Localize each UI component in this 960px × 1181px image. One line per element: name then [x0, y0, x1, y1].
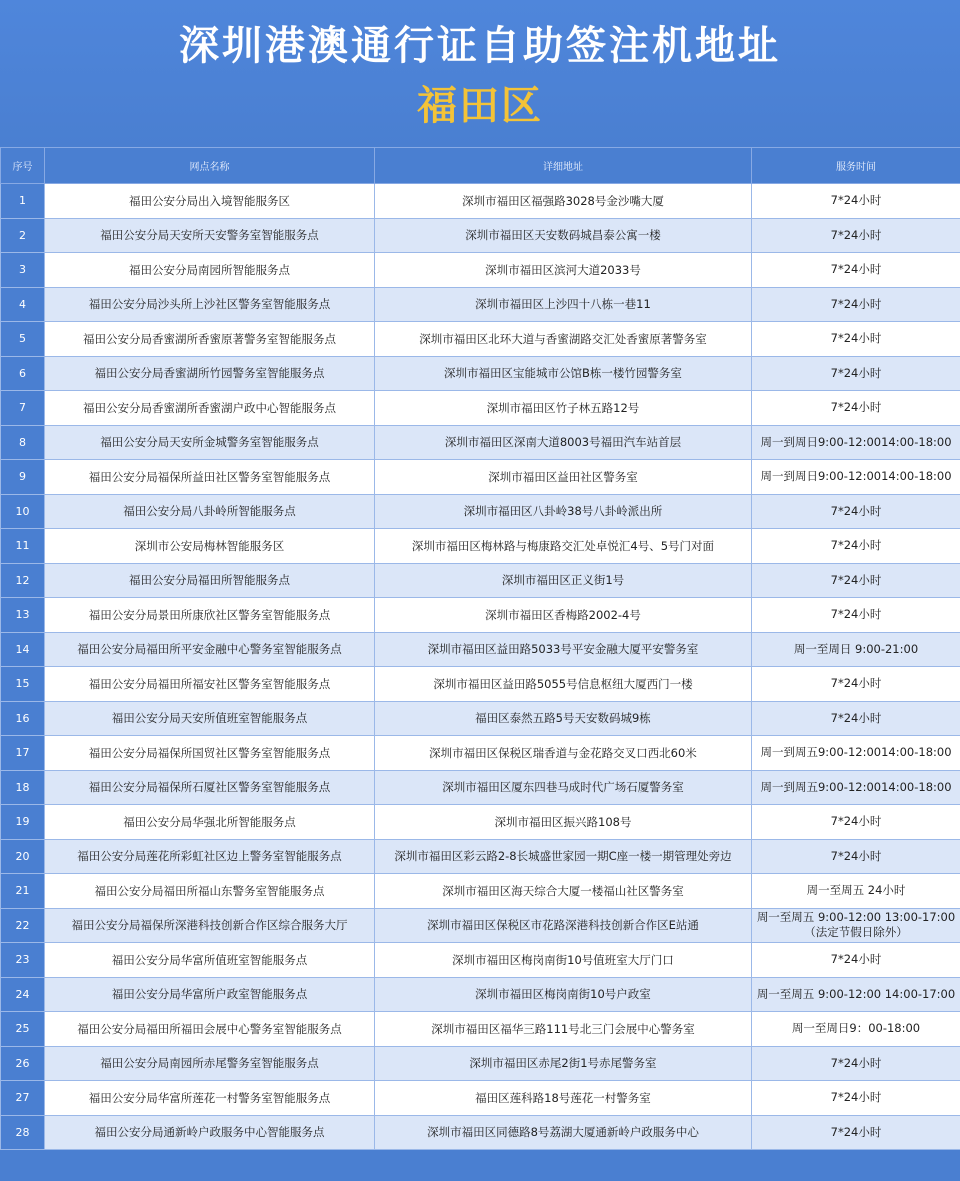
row-hours: 7*24小时 [752, 701, 960, 736]
row-name: 福田公安分局八卦岭所智能服务点 [45, 494, 375, 529]
row-address: 深圳市福田区滨河大道2033号 [375, 253, 752, 288]
row-hours: 周一至周五 9:00-12:00 14:00-17:00 [752, 977, 960, 1012]
row-hours: 周一到周日9:00-12:0014:00-18:00 [752, 460, 960, 495]
row-address: 深圳市福田区八卦岭38号八卦岭派出所 [375, 494, 752, 529]
row-hours: 周一到周五9:00-12:0014:00-18:00 [752, 736, 960, 771]
row-index: 9 [1, 460, 45, 495]
table-row [1, 874, 960, 909]
row-index: 10 [1, 494, 45, 529]
row-hours: 7*24小时 [752, 1046, 960, 1081]
row-address: 深圳市福田区香梅路2002-4号 [375, 598, 752, 633]
row-name: 福田公安分局香蜜湖所香蜜原著警务室智能服务点 [45, 322, 375, 357]
row-name: 福田公安分局天安所值班室智能服务点 [45, 701, 375, 736]
row-index: 7 [1, 391, 45, 426]
table-row [1, 632, 960, 667]
row-hours: 7*24小时 [752, 287, 960, 322]
row-address: 深圳市福田区宝能城市公馆B栋一楼竹园警务室 [375, 356, 752, 391]
row-address: 深圳市福田区彩云路2-8长城盛世家园一期C座一楼一期管理处旁边 [375, 839, 752, 874]
row-index: 19 [1, 805, 45, 840]
column-header-name: 网点名称 [45, 148, 375, 184]
row-index: 1 [1, 184, 45, 219]
row-name: 福田公安分局福田所智能服务点 [45, 563, 375, 598]
row-name: 福田公安分局华强北所智能服务点 [45, 805, 375, 840]
row-address: 深圳市福田区福华三路111号北三门会展中心警务室 [375, 1012, 752, 1047]
row-index: 4 [1, 287, 45, 322]
row-name: 福田公安分局天安所金城警务室智能服务点 [45, 425, 375, 460]
column-header-index: 序号 [1, 148, 45, 184]
table-row [1, 253, 960, 288]
row-name: 福田公安分局出入境智能服务区 [45, 184, 375, 219]
table-row [1, 667, 960, 702]
row-name: 福田公安分局香蜜湖所竹园警务室智能服务点 [45, 356, 375, 391]
row-address: 深圳市福田区深南大道8003号福田汽车站首层 [375, 425, 752, 460]
row-hours: 周一至周日 9:00-21:00 [752, 632, 960, 667]
row-name: 福田公安分局福田所福山东警务室智能服务点 [45, 874, 375, 909]
table-row [1, 977, 960, 1012]
row-name: 福田公安分局通新岭户政服务中心智能服务点 [45, 1115, 375, 1150]
row-index: 18 [1, 770, 45, 805]
row-index: 26 [1, 1046, 45, 1081]
address-table [0, 147, 960, 1150]
table-row [1, 1115, 960, 1150]
row-address: 深圳市福田区振兴路108号 [375, 805, 752, 840]
table-row [1, 287, 960, 322]
row-hours: 7*24小时 [752, 529, 960, 564]
column-header-address: 详细地址 [375, 148, 752, 184]
row-address: 福田区莲科路18号莲花一村警务室 [375, 1081, 752, 1116]
column-header-hours: 服务时间 [752, 148, 960, 184]
row-name: 福田公安分局莲花所彩虹社区边上警务室智能服务点 [45, 839, 375, 874]
row-address: 深圳市福田区正义街1号 [375, 563, 752, 598]
row-index: 6 [1, 356, 45, 391]
row-address: 深圳市福田区益田路5033号平安金融大厦平安警务室 [375, 632, 752, 667]
row-hours: 周一至周日9：00-18:00 [752, 1012, 960, 1047]
table-row [1, 598, 960, 633]
row-index: 12 [1, 563, 45, 598]
row-address: 深圳市福田区北环大道与香蜜湖路交汇处香蜜原著警务室 [375, 322, 752, 357]
row-name: 福田公安分局华富所值班室智能服务点 [45, 943, 375, 978]
table-row [1, 391, 960, 426]
row-hours: 周一至周五 9:00-12:00 13:00-17:00 （法定节假日除外） [752, 908, 960, 943]
row-address: 深圳市福田区保税区市花路深港科技创新合作区E站通 [375, 908, 752, 943]
row-hours: 7*24小时 [752, 184, 960, 219]
row-hours: 7*24小时 [752, 839, 960, 874]
row-name: 福田公安分局福保所国贸社区警务室智能服务点 [45, 736, 375, 771]
table-row [1, 701, 960, 736]
page-title: 深圳港澳通行证自助签注机地址 [179, 23, 781, 69]
row-hours: 7*24小时 [752, 943, 960, 978]
row-address: 深圳市福田区益田路5055号信息枢纽大厦西门一楼 [375, 667, 752, 702]
row-hours: 7*24小时 [752, 805, 960, 840]
row-name: 福田公安分局华富所户政室智能服务点 [45, 977, 375, 1012]
row-address: 深圳市福田区上沙四十八栋一巷11 [375, 287, 752, 322]
row-address: 深圳市福田区赤尾2街1号赤尾警务室 [375, 1046, 752, 1081]
row-index: 24 [1, 977, 45, 1012]
table-row [1, 839, 960, 874]
row-name: 福田公安分局南园所赤尾警务室智能服务点 [45, 1046, 375, 1081]
row-address: 深圳市福田区竹子林五路12号 [375, 391, 752, 426]
row-name: 福田公安分局福田所福田会展中心警务室智能服务点 [45, 1012, 375, 1047]
row-index: 20 [1, 839, 45, 874]
table-row [1, 1012, 960, 1047]
table-row [1, 356, 960, 391]
row-hours: 7*24小时 [752, 494, 960, 529]
table-row [1, 563, 960, 598]
table-body [1, 184, 960, 1150]
row-index: 8 [1, 425, 45, 460]
row-address: 深圳市福田区天安数码城昌泰公寓一楼 [375, 218, 752, 253]
table-row [1, 529, 960, 564]
row-address: 深圳市福田区梅林路与梅康路交汇处卓悦汇4号、5号门对面 [375, 529, 752, 564]
row-hours: 7*24小时 [752, 598, 960, 633]
row-name: 福田公安分局福保所石厦社区警务室智能服务点 [45, 770, 375, 805]
row-index: 5 [1, 322, 45, 357]
row-name: 福田公安分局景田所康欣社区警务室智能服务点 [45, 598, 375, 633]
row-address: 福田区泰然五路5号天安数码城9栋 [375, 701, 752, 736]
table-row [1, 218, 960, 253]
row-name: 福田公安分局福保所深港科技创新合作区综合服务大厅 [45, 908, 375, 943]
district-title: 福田区 [417, 83, 543, 129]
row-hours: 周一至周五 24小时 [752, 874, 960, 909]
table-row [1, 736, 960, 771]
table-row [1, 425, 960, 460]
row-name: 福田公安分局沙头所上沙社区警务室智能服务点 [45, 287, 375, 322]
table-header-row [1, 148, 960, 184]
table-row [1, 1081, 960, 1116]
row-address: 深圳市福田区保税区瑞香道与金花路交叉口西北60米 [375, 736, 752, 771]
row-index: 21 [1, 874, 45, 909]
row-address: 深圳市福田区梅岗南街10号户政室 [375, 977, 752, 1012]
row-name: 福田公安分局福保所益田社区警务室智能服务点 [45, 460, 375, 495]
row-address: 深圳市福田区海天综合大厦一楼福山社区警务室 [375, 874, 752, 909]
row-address: 深圳市福田区梅岗南街10号值班室大厅门口 [375, 943, 752, 978]
table-row [1, 322, 960, 357]
row-index: 15 [1, 667, 45, 702]
table-row [1, 805, 960, 840]
row-address: 深圳市福田区厦东四巷马成时代广场石厦警务室 [375, 770, 752, 805]
row-name: 福田公安分局福田所福安社区警务室智能服务点 [45, 667, 375, 702]
row-hours: 7*24小时 [752, 391, 960, 426]
row-index: 25 [1, 1012, 45, 1047]
row-index: 23 [1, 943, 45, 978]
row-hours: 7*24小时 [752, 322, 960, 357]
row-index: 2 [1, 218, 45, 253]
row-index: 27 [1, 1081, 45, 1116]
table-row [1, 770, 960, 805]
row-hours: 周一到周五9:00-12:0014:00-18:00 [752, 770, 960, 805]
table-row [1, 184, 960, 219]
row-hours: 7*24小时 [752, 218, 960, 253]
table-row [1, 908, 960, 943]
row-hours: 7*24小时 [752, 563, 960, 598]
row-hours: 周一到周日9:00-12:0014:00-18:00 [752, 425, 960, 460]
row-hours: 7*24小时 [752, 1115, 960, 1150]
row-index: 13 [1, 598, 45, 633]
table-row [1, 943, 960, 978]
row-address: 深圳市福田区同德路8号荔湖大厦通新岭户政服务中心 [375, 1115, 752, 1150]
row-hours: 7*24小时 [752, 667, 960, 702]
table-row [1, 494, 960, 529]
row-name: 福田公安分局华富所莲花一村警务室智能服务点 [45, 1081, 375, 1116]
row-index: 17 [1, 736, 45, 771]
row-name: 福田公安分局香蜜湖所香蜜湖户政中心智能服务点 [45, 391, 375, 426]
row-index: 14 [1, 632, 45, 667]
row-index: 28 [1, 1115, 45, 1150]
page-header [0, 0, 960, 147]
row-hours: 7*24小时 [752, 1081, 960, 1116]
row-index: 16 [1, 701, 45, 736]
table-row [1, 1046, 960, 1081]
row-name: 福田公安分局福田所平安金融中心警务室智能服务点 [45, 632, 375, 667]
row-hours: 7*24小时 [752, 253, 960, 288]
row-name: 深圳市公安局梅林智能服务区 [45, 529, 375, 564]
row-name: 福田公安分局天安所天安警务室智能服务点 [45, 218, 375, 253]
table-row [1, 460, 960, 495]
row-address: 深圳市福田区益田社区警务室 [375, 460, 752, 495]
row-index: 3 [1, 253, 45, 288]
row-hours: 7*24小时 [752, 356, 960, 391]
row-index: 11 [1, 529, 45, 564]
row-name: 福田公安分局南园所智能服务点 [45, 253, 375, 288]
row-index: 22 [1, 908, 45, 943]
row-address: 深圳市福田区福强路3028号金沙嘴大厦 [375, 184, 752, 219]
